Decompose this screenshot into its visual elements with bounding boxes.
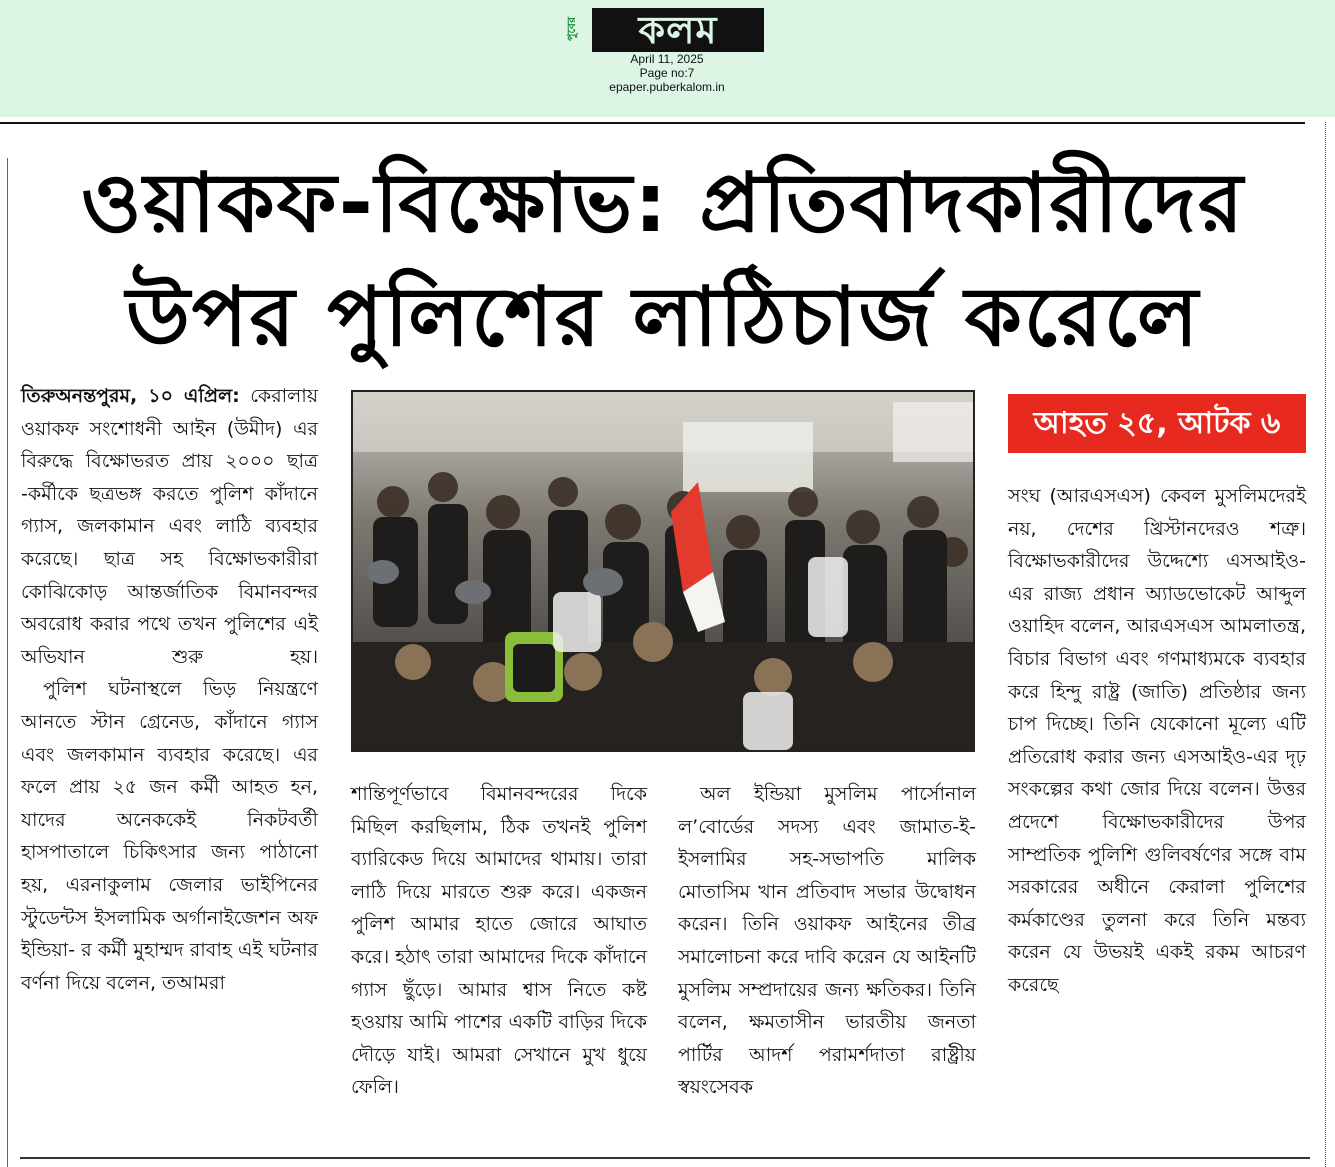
column-1-paragraph-2: পুলিশ ঘটনাস্থলে ভিড় নিয়ন্ত্রণে আনতে স্টান গ্রেনেড, কাঁদানে গ্যাস এবং জলকামান ব্যবহার করেছে। এর ফলে প্রায় ২৫ জন কর্মী আহত হন, যাদের অনেককেই নিকটবর্তী হাসপাতালে চিকিৎসার জন্য পাঠানো হয়, এরনাকুলাম জেলার ভাইপিনের স্টুডেন্টস ইসলামিক অর্গানাইজেশন অফ ইন্ডিয়া- র কর্মী মুহাম্মদ রাবাহ এই ঘটনার বর্ণনা দিয়ে বলেন, তআমরা (21, 678, 318, 994)
dateline: তিরুঅনন্তপুরম, ১০ এপ্রিল: (21, 385, 240, 407)
column-4-paragraph-1: সংঘ (আরএসএস) কেবল মুসলিমদেরই নয়, দেশের খ্রিস্টানদেরও শত্রু। বিক্ষোভকারীদের উদ্দেশ্যে এসআইও-এর রাজ্য প্রধান অ্যাডভোকেট আব্দুল ওয়াহিদ বলেন, আরএসএস আমলাতন্ত্র, বিচার বিভাগ এবং গণমাধ্যমকে ব্যবহার করে হিন্দু রাষ্ট্র (জাতি) প্রতিষ্ঠার জন্য চাপ দিচ্ছে। তিনি যেকোনো মূল্যে এটি প্রতিরোধ করার জন্য এসআইও-এর দৃঢ় সংকল্পের কথা জোর দিয়ে বলেন। উত্তর প্রদেশে বিক্ষোভকারীদের উপর সাম্প্রতিক পুলিশি গুলিবর্ষণের সঙ্গে বাম সরকারের অধীনে কেরালা পুলিশের কর্মকাণ্ডের তুলনা করে তিনি মন্তব্য করেন যে উভয়ই একই রকম আচরণ করেছে (1008, 485, 1306, 996)
headline-line-2: উপর পুলিশের লাঠিচার্জ করেলে (125, 270, 1201, 365)
left-rule (7, 158, 8, 1167)
article-column-4 (1008, 480, 1306, 1002)
column-1-paragraph-1 (21, 380, 318, 673)
top-rule (0, 122, 1305, 124)
logo-prefix: পুবের (565, 16, 578, 42)
protest-photo-illustration (353, 392, 973, 750)
article-column-3 (678, 778, 976, 1104)
callout-box: আহত ২৫, আটক ৬ (1008, 394, 1306, 453)
masthead (0, 0, 1335, 117)
logo-wordmark: কলম (592, 8, 764, 52)
headline-line-1: ওয়াকফ-বিক্ষোভ: প্রতিবাদকারীদের (81, 156, 1245, 251)
page-number: Page no:7 (639, 66, 695, 80)
column-2-paragraph-1: শান্তিপূর্ণভাবে বিমানবন্দরের দিকে মিছিল করছিলাম, ঠিক তখনই পুলিশ ব্যারিকেড দিয়ে আমাদের থামায়। তারা লাঠি দিয়ে মারতে শুরু করে। একজন পুলিশ আমার হাতে জোরে আঘাত করে। হঠাৎ তারা আমাদের দিকে কাঁদানে গ্যাস ছুঁড়ে। আমার শ্বাস নিতে কষ্ট হওয়ায় আমি পাশের একটি বাড়ির দিকে দৌড়ে যাই। আমরা সেখানে মুখ ধুয়ে ফেলি। (351, 783, 647, 1099)
bottom-rule (20, 1157, 1310, 1159)
newspaper-logo[interactable] (566, 4, 766, 52)
column-3-paragraph-1: অল ইন্ডিয়া মুসলিম পার্সোনাল ল’বোর্ডের সদস্য এবং জামাত-ই-ইসলামির সহ-সভাপতি মালিক মোতাসিম খান প্রতিবাদ সভার উদ্বোধন করেন। তিনি ওয়াকফ আইনের তীব্র সমালোচনা করে দাবি করেন যে আইনটি মুসলিম সম্প্রদায়ের জন্য ক্ষতিকর। তিনি বলেন, ক্ষমতাসীন ভারতীয় জনতা পার্টির আদর্শ পরামর্শদাতা রাষ্ট্রীয় স্বয়ংসেবক (678, 783, 976, 1099)
edition-date: April 11, 2025 (630, 52, 704, 66)
article-column-1 (21, 380, 318, 999)
right-rule (1325, 122, 1329, 1167)
protest-photo (351, 390, 975, 752)
epaper-url[interactable]: epaper.puberkalom.in (609, 80, 725, 94)
article-column-2 (351, 778, 647, 1104)
lead-text: কেরালায় ওয়াকফ সংশোধনী আইন (উমীদ) এর বিরুদ্ধে বিক্ষোভরত প্রায় ২০০০ ছাত্র -কর্মীকে ছত্রভঙ্গ করতে পুলিশ কাঁদানে গ্যাস, জলকামান এবং লাঠি ব্যবহার করেছে। ছাত্র সহ বিক্ষোভকারীরা কোঝিকোড় আন্তর্জাতিক বিমানবন্দর অবরোধ করার পথে তখন পুলিশের এই অভিযান শুরু হয়। (21, 385, 319, 668)
